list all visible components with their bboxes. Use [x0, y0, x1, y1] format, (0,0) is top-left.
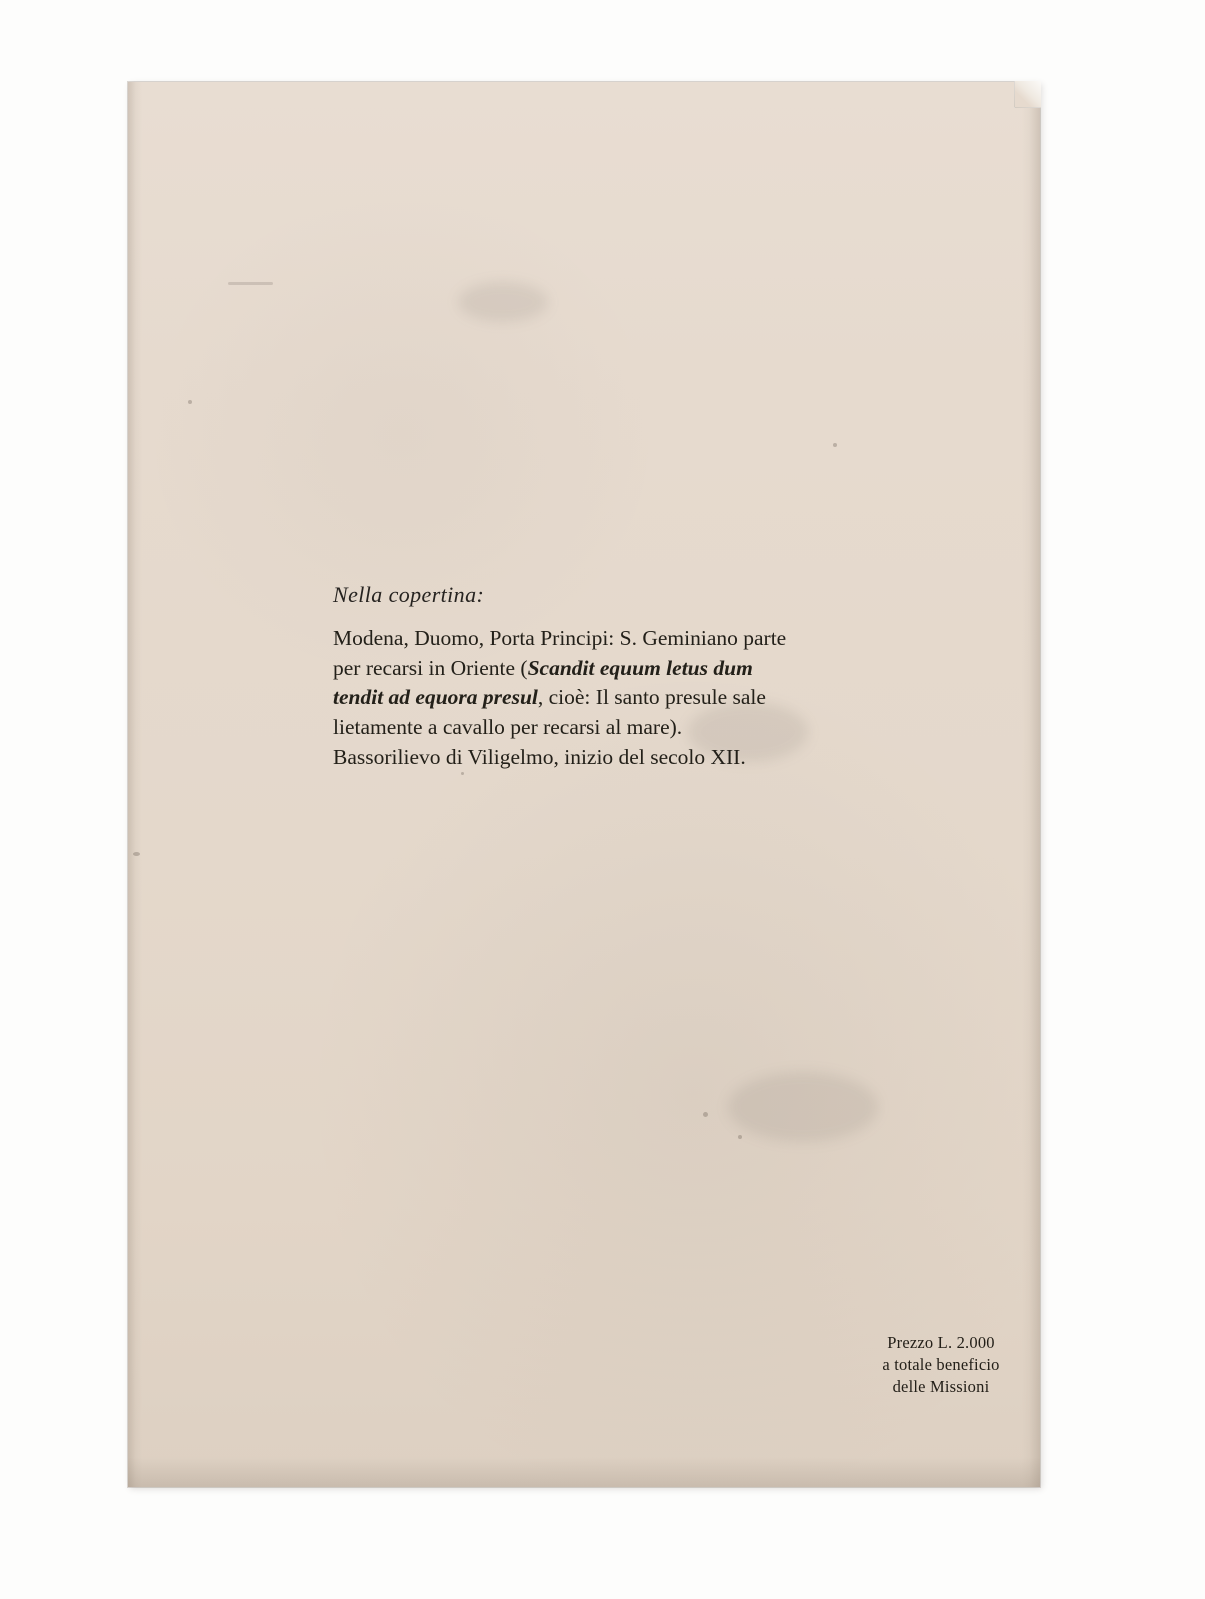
price-benefit-line: a totale beneficio: [882, 1354, 1000, 1374]
caption-line-5-text: Bassorilievo di Viligelmo, inizio del secolo XII.: [333, 744, 746, 769]
caption-line-3: [333, 683, 893, 713]
caption-body: [333, 624, 893, 772]
caption-line-1-text: Modena, Duomo, Porta Principi: S. Geminiano parte: [333, 626, 787, 650]
paper-speckle: [833, 443, 837, 447]
paper-smudge: [458, 282, 548, 322]
caption-line-2-text: per recarsi in Oriente (: [333, 655, 528, 680]
book-back-cover: [128, 82, 1040, 1487]
bottom-edge-shadow: [128, 1457, 1040, 1487]
caption-line-3-italic: tendit ad equora presul: [333, 685, 538, 710]
caption-line-2: [333, 654, 893, 684]
price-amount: Prezzo L. 2.000: [887, 1333, 995, 1352]
cover-caption: [333, 582, 893, 772]
spine-shadow: [128, 82, 142, 1487]
paper-speckle: [738, 1135, 742, 1139]
price-block: [846, 1332, 1036, 1397]
caption-line-4-text: lietamente a cavallo per recarsi al mare).: [333, 714, 683, 739]
caption-line-2-italic: Scandit equum letus dum: [527, 655, 753, 680]
page-edge-shadow: [1022, 82, 1040, 1487]
paper-smudge: [728, 1072, 878, 1142]
caption-line-3-text: , cioè: Il santo presule sale: [537, 685, 766, 710]
caption-line-1: [333, 624, 893, 654]
paper-speckle: [703, 1112, 708, 1117]
paper-speckle: [188, 400, 192, 404]
corner-fold: [1014, 81, 1041, 108]
paper-speckle: [461, 772, 464, 775]
price-beneficiary-line: delle Missioni: [892, 1376, 990, 1396]
paper-scuff: [228, 282, 273, 285]
caption-heading: Nella copertina:: [333, 582, 485, 607]
caption-line-4: [333, 713, 893, 743]
caption-line-5: [333, 743, 893, 773]
paper-speckle: [133, 852, 140, 856]
